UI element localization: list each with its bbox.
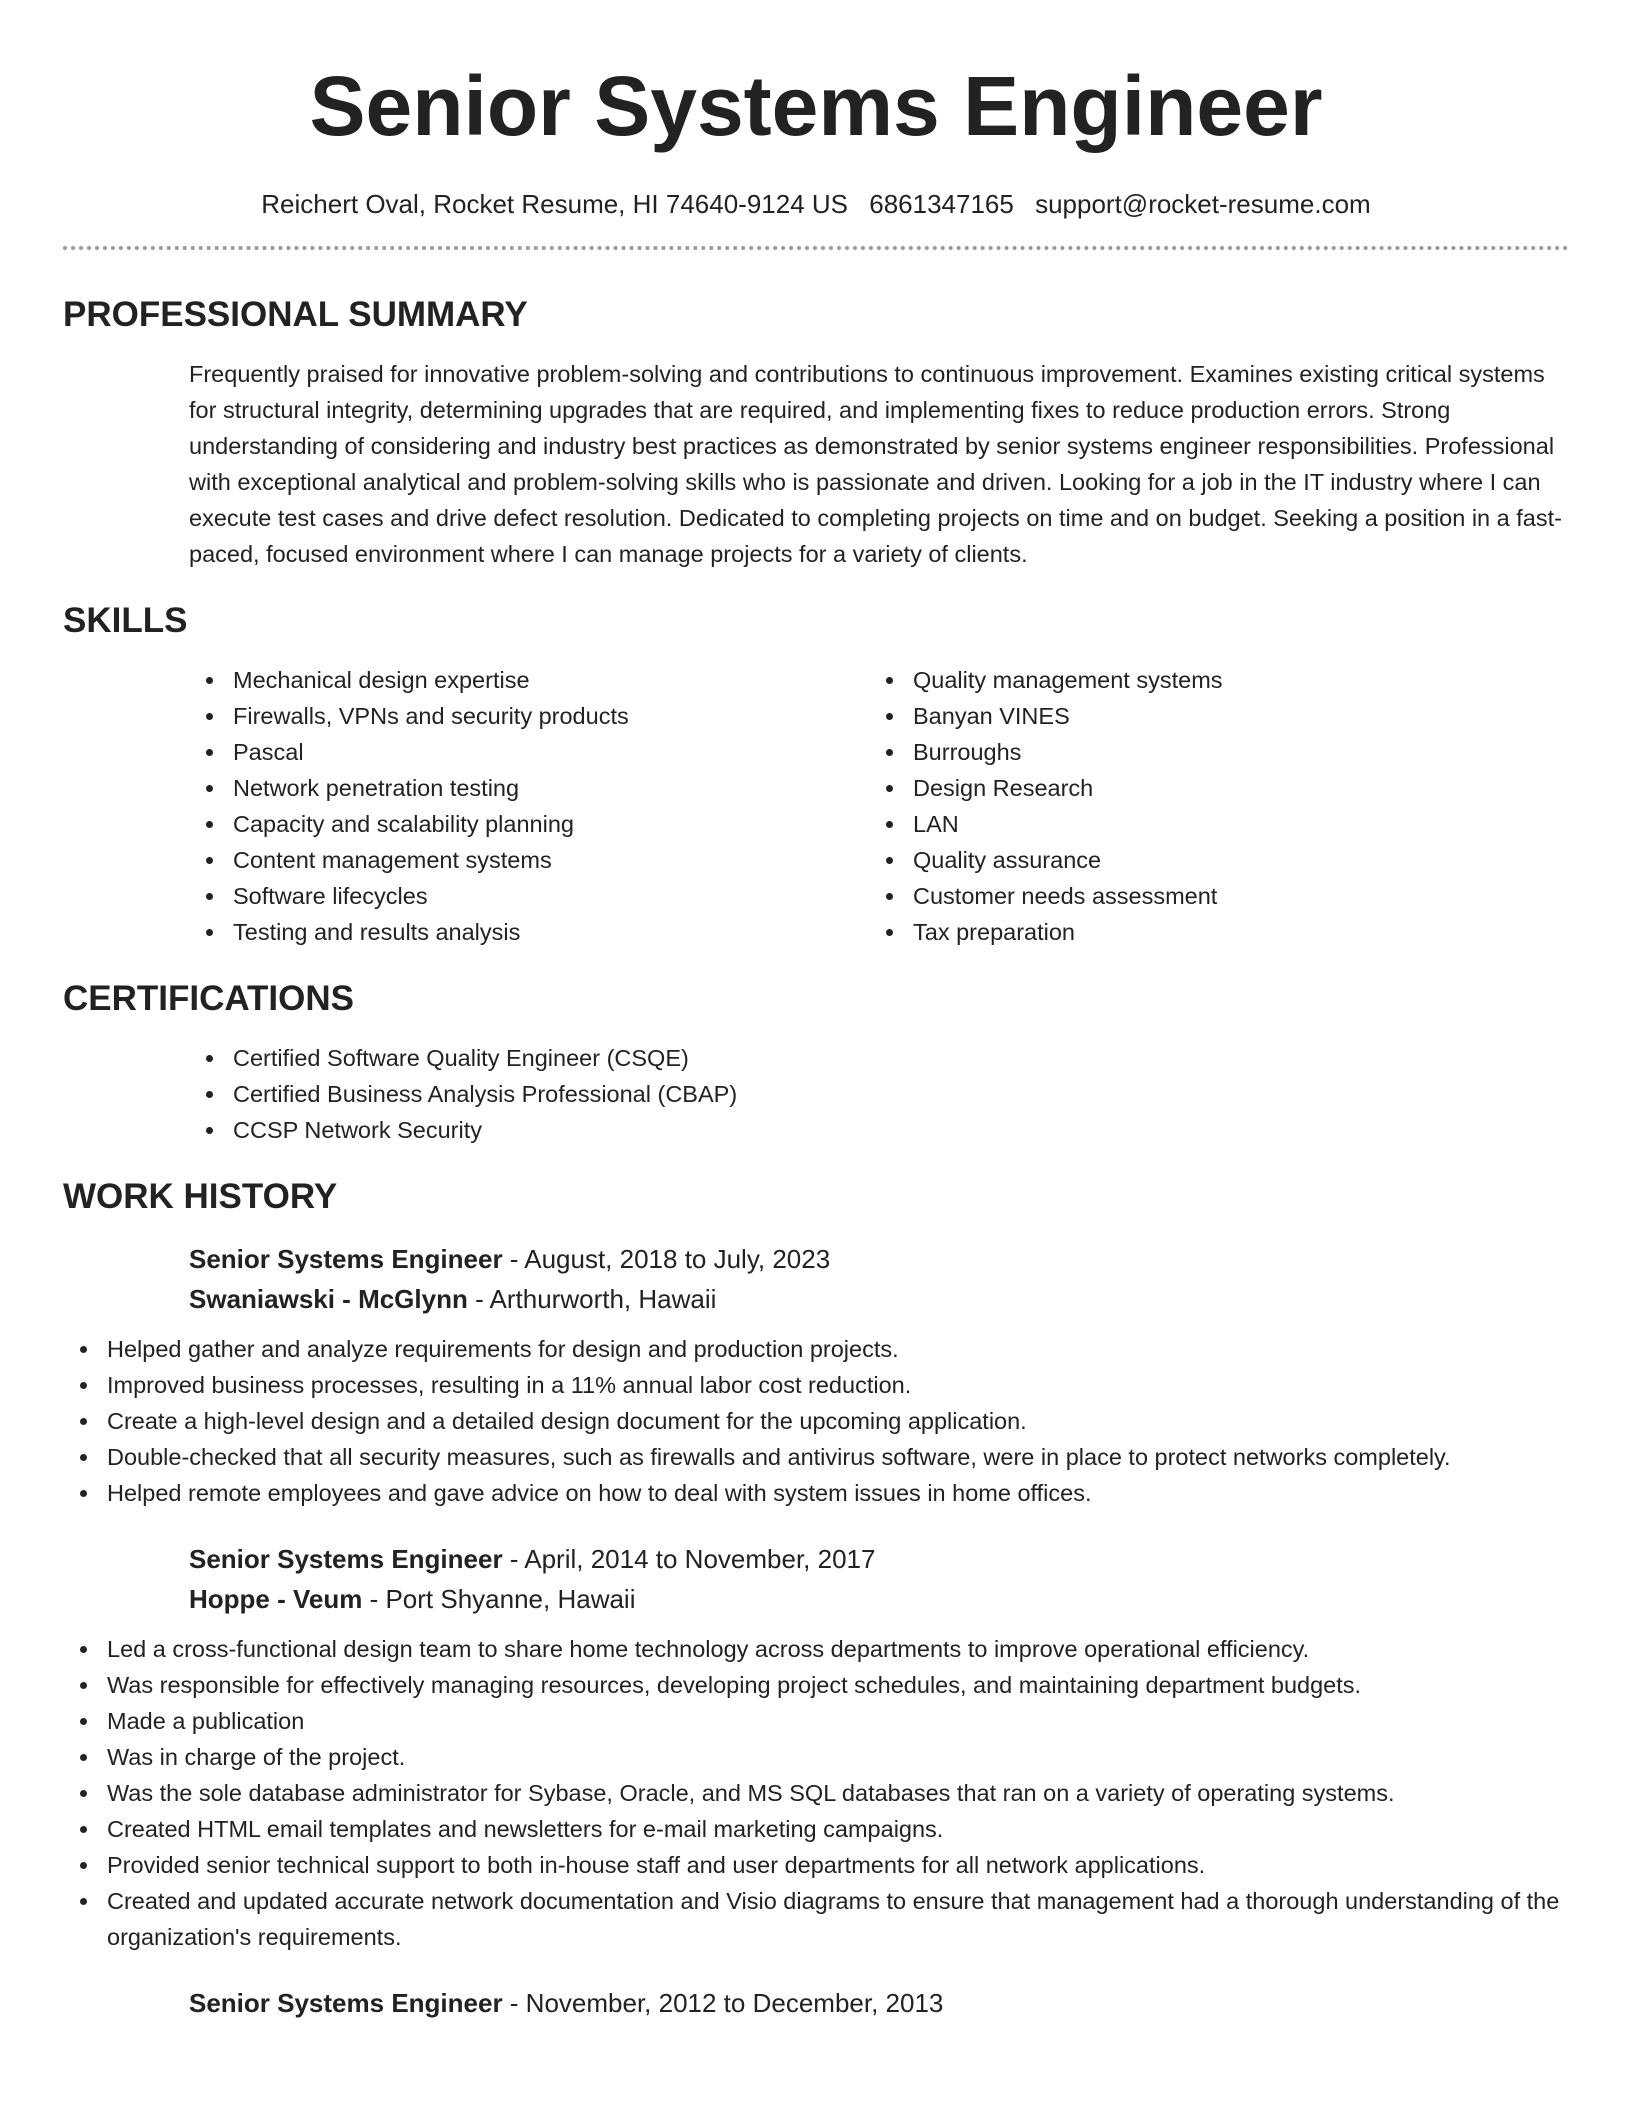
skills-column-left <box>189 662 869 950</box>
skill-item: Firewalls, VPNs and security products <box>233 698 869 734</box>
skills-column-right <box>869 662 1549 950</box>
contact-email: support@rocket-resume.com <box>1035 189 1371 219</box>
job-dates: - April, 2014 to November, 2017 <box>502 1544 876 1574</box>
header-divider <box>63 246 1569 250</box>
skills-heading: SKILLS <box>63 601 188 640</box>
skills-list-left <box>189 662 869 950</box>
job-company-line <box>189 1279 1569 1319</box>
skill-item: LAN <box>913 806 1549 842</box>
certification-item: Certified Business Analysis Professional (CBAP) <box>233 1076 1569 1112</box>
job-title-line <box>189 1539 1569 1579</box>
job-bullet: Helped gather and analyze requirements for design and production projects. <box>107 1331 1569 1367</box>
skill-item: Design Research <box>913 770 1549 806</box>
job-bullet: Double-checked that all security measures, such as firewalls and antivirus software, were in place to protect networks completely. <box>107 1439 1569 1475</box>
job-title: Senior Systems Engineer <box>189 1988 503 2018</box>
job-location: - Port Shyanne, Hawaii <box>362 1584 636 1614</box>
skill-item: Customer needs assessment <box>913 878 1549 914</box>
skills-grid <box>189 662 1569 950</box>
job-bullet: Created and updated accurate network documentation and Visio diagrams to ensure that management had a thorough understanding of the organization's requirements. <box>107 1883 1569 1955</box>
job-entry <box>63 1539 1569 1955</box>
skill-item: Mechanical design expertise <box>233 662 869 698</box>
skill-item: Content management systems <box>233 842 869 878</box>
job-company-line <box>189 1579 1569 1619</box>
job-bullet: Was in charge of the project. <box>107 1739 1569 1775</box>
certifications-list <box>189 1040 1569 1148</box>
certification-item: CCSP Network Security <box>233 1112 1569 1148</box>
job-bullet: Was responsible for effectively managing resources, developing project schedules, and maintaining department budgets. <box>107 1667 1569 1703</box>
skill-item: Software lifecycles <box>233 878 869 914</box>
job-bullet: Was the sole database administrator for Sybase, Oracle, and MS SQL databases that ran on a variety of operating systems. <box>107 1775 1569 1811</box>
skill-item: Capacity and scalability planning <box>233 806 869 842</box>
job-bullet: Created HTML email templates and newsletters for e-mail marketing campaigns. <box>107 1811 1569 1847</box>
job-company: Swaniawski - McGlynn <box>189 1284 468 1314</box>
job-title: Senior Systems Engineer <box>189 1544 503 1574</box>
summary-text: Frequently praised for innovative problem-solving and contributions to continuous improvement. Examines existing critical systems for structural integrity, determining upgrades that are required, and implementing fixes to reduce production errors. Strong understanding of considering and industry best practices as demonstrated by senior systems engineer responsibilities. Professional with exceptional analytical and problem-solving skills who is passionate and driven. Looking for a job in the IT industry where I can execute test cases and drive defect resolution. Dedicated to completing projects on time and on budget. Seeking a position in a fast-paced, focused environment where I can manage projects for a variety of clients. <box>189 361 1562 567</box>
job-company: Hoppe - Veum <box>189 1584 363 1614</box>
skill-item: Quality assurance <box>913 842 1549 878</box>
job-title-line <box>189 1983 1569 2023</box>
work-history-heading: WORK HISTORY <box>63 1177 338 1216</box>
job-dates: - November, 2012 to December, 2013 <box>502 1988 944 2018</box>
job-bullet: Led a cross-functional design team to share home technology across departments to improve operational efficiency. <box>107 1631 1569 1667</box>
skill-item: Quality management systems <box>913 662 1549 698</box>
skill-item: Testing and results analysis <box>233 914 869 950</box>
contact-address: Reichert Oval, Rocket Resume, HI 74640-9124 US <box>261 189 848 219</box>
job-bullet: Improved business processes, resulting in a 11% annual labor cost reduction. <box>107 1367 1569 1403</box>
job-bullet: Helped remote employees and gave advice on how to deal with system issues in home offices. <box>107 1475 1569 1511</box>
certifications-heading: CERTIFICATIONS <box>63 979 355 1018</box>
skill-item: Tax preparation <box>913 914 1549 950</box>
skills-list-right <box>869 662 1549 950</box>
certification-item: Certified Software Quality Engineer (CSQE) <box>233 1040 1569 1076</box>
summary-heading: PROFESSIONAL SUMMARY <box>63 295 528 334</box>
job-title: Senior Systems Engineer <box>189 1244 503 1274</box>
skill-item: Network penetration testing <box>233 770 869 806</box>
job-bullets <box>63 1631 1569 1955</box>
skill-item: Banyan VINES <box>913 698 1549 734</box>
skill-item: Burroughs <box>913 734 1549 770</box>
job-title-line <box>189 1239 1569 1279</box>
job-dates: - August, 2018 to July, 2023 <box>502 1244 831 1274</box>
job-bullets <box>63 1331 1569 1511</box>
job-entry <box>63 1239 1569 1511</box>
job-bullet: Provided senior technical support to both in-house staff and user departments for all network applications. <box>107 1847 1569 1883</box>
skill-item: Pascal <box>233 734 869 770</box>
contact-line <box>63 189 1569 219</box>
job-location: - Arthurworth, Hawaii <box>467 1284 717 1314</box>
resume-header <box>63 0 1569 219</box>
job-bullet: Made a publication <box>107 1703 1569 1739</box>
resume-name: Senior Systems Engineer <box>309 59 1323 153</box>
job-entry <box>63 1983 1569 2023</box>
contact-phone: 6861347165 <box>869 189 1014 219</box>
job-bullet: Create a high-level design and a detailed design document for the upcoming application. <box>107 1403 1569 1439</box>
